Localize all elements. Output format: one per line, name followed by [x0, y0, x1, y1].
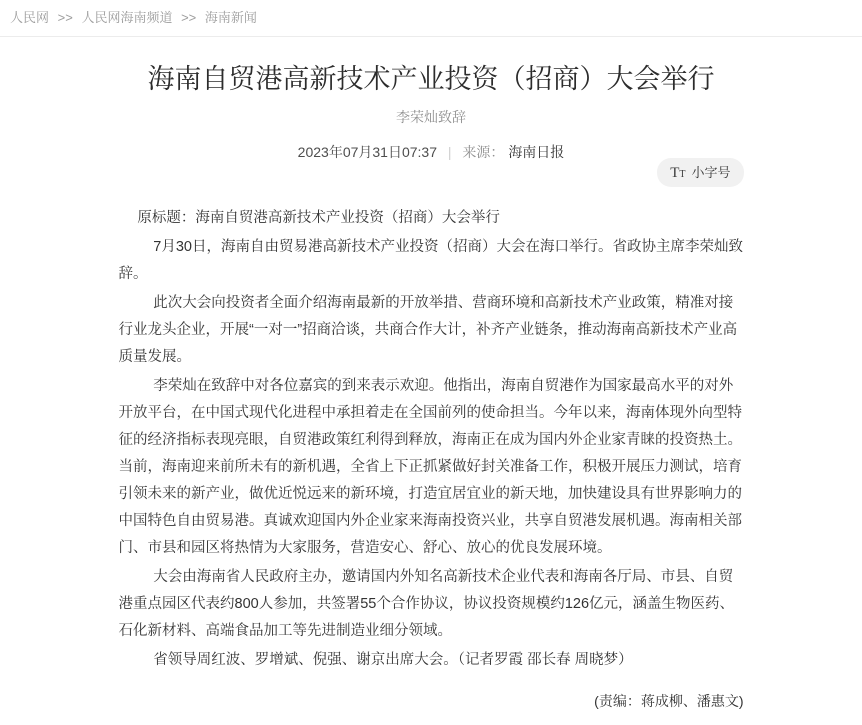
paragraph: 李荣灿在致辞中对各位嘉宾的到来表示欢迎。他指出，海南自贸港作为国家最高水平的对外开放平台，在中国式现代化进程中承担着走在全国前列的使命担当。今年以来，海南体现外向型特征的经济指标表现亮眼，自贸港政策红利得到释放，海南正在成为国内外企业家青睐的投资热土。当前，海南迎来前所未有的新机遇，全省上下正抓紧做好封关准备工作，积极开展压力测试，培育引领未来的新产业，做优近悦远来的新环境，打造宜居宜业的新天地，加快建设具有世界影响力的中国特色自由贸易港。真诚欢迎国内外企业家来海南投资兴业，共享自贸港发展机遇。海南相关部门、市县和园区将热情为大家服务，营造安心、舒心、放心的优良发展环境。: [118, 378, 742, 556]
original-title-line: 原标题：海南自贸港高新技术产业投资（招商）大会举行: [137, 210, 500, 226]
font-size-icon: TT: [670, 165, 686, 181]
editor-note: (责编：蒋成柳、潘惠文): [594, 693, 744, 709]
breadcrumb-link-people[interactable]: 人民网: [10, 10, 50, 25]
paragraph: 7月30日，海南自由贸易港高新技术产业投资（招商）大会在海口举行。省政协主席李荣灿致辞。: [118, 239, 743, 282]
article-title: 海南自贸港高新技术产业投资（招商）大会举行: [147, 64, 715, 94]
article-container: [119, 61, 744, 715]
breadcrumb-link-hainan-news[interactable]: 海南新闻: [204, 10, 257, 25]
font-size-button-label: 小字号: [691, 165, 731, 180]
meta-divider: |: [447, 144, 452, 160]
paragraph: 省领导周红波、罗增斌、倪强、谢京出席大会。（记者罗霞 邵长春 周晓梦）: [153, 652, 633, 668]
publish-date: 2023年07月31日07:37: [297, 144, 437, 160]
source-link[interactable]: 海南日报: [508, 144, 565, 160]
header-divider: [0, 36, 862, 37]
paragraph: 此次大会向投资者全面介绍海南最新的开放举措、营商环境和高新技术产业政策，精准对接行业龙头企业，开展“一对一”招商洽谈，共商合作大计，补齐产业链条，推动海南高新技术产业高质量发展。: [118, 295, 738, 365]
font-size-button[interactable]: [657, 158, 743, 187]
paragraph: 大会由海南省人民政府主办，邀请国内外知名高新技术企业代表和海南各厅局、市县、自贸港重点园区代表约800人参加，共签署55个合作协议，协议投资规模约126亿元，涵盖生物医药、石化新材料、高端食品加工等先进制造业细分领域。: [118, 569, 735, 639]
breadcrumb-separator: >>: [57, 10, 73, 25]
breadcrumb: [0, 0, 862, 27]
breadcrumb-link-hainan-channel[interactable]: 人民网海南频道: [81, 10, 173, 25]
article-toolbar: [119, 158, 744, 187]
breadcrumb-separator: >>: [181, 10, 197, 25]
article-body: [119, 205, 744, 715]
article-subtitle: 李荣灿致辞: [396, 109, 466, 125]
source-label: 来源：: [462, 144, 505, 160]
